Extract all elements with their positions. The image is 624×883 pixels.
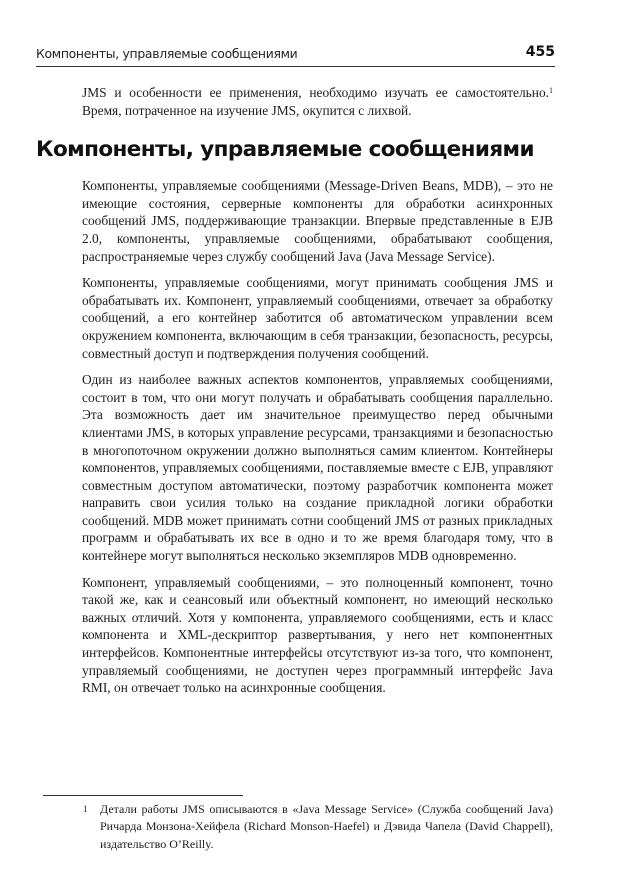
footnote-row (0, 801, 624, 854)
footnote-marker: 1 (83, 803, 88, 814)
running-head (36, 44, 555, 67)
footnote-divider (43, 795, 243, 796)
spacer (0, 706, 624, 787)
intro-paragraph (82, 84, 553, 119)
paragraph: Компоненты, управляемые сообщениями, могут принимать сообщения JMS и обрабатывать их. Компонент, управляемый сообщениями, отвечает за обработку сообщений, а его контейнер заботится об автоматическом управлении всем окружением компонента, включающим в себя транзакции, безопасность, ресурсы, совместный доступ и подтверждения получения сообщений. (82, 275, 553, 361)
paragraph: Компонент, управляемый сообщениями, – это полноценный компонент, точно такой же, как и сеансовый или объектный компонент, но имеющий несколько важных отличий. Хотя у компонента, управляемого сообщениями, есть и класс компонента и XML-дескриптор развертывания, у него нет компонентных интерфейсов. Компонентные интерфейсы отсутствуют из-за того, что компонент, управляемый сообщениями, не доступен через программный интерфейс Java RMI, он отвечает только на асинхронные сообщения. (82, 574, 553, 696)
intro-text-continued: Время, потраченное на изучение JMS, окупится с лихвой. (82, 102, 412, 118)
running-head-title: Компоненты, управляемые сообщениями (36, 46, 298, 61)
footnote-text: Детали работы JMS описываются в «Java Message Service» (Служба сообщений Java) Ричарда Монзона-Хейфела (Richard Monson-Haefel) и Дэвида Чапела (David Chappell), издательство O’Reilly. (100, 801, 553, 851)
page-number: 455 (525, 44, 555, 60)
footnote (0, 795, 624, 854)
intro-text: JMS и особенности ее применения, необходимо изучать ее самостоятельно. (82, 85, 549, 100)
section-heading: Компоненты, управляемые сообщениями (36, 137, 534, 163)
footnote-reference[interactable]: 1 (549, 86, 553, 95)
paragraph: Компоненты, управляемые сообщениями (Message-Driven Beans, MDB), – это не имеющие состояния, серверные компоненты для обработки асинхронных сообщений JMS, поддерживающие транзакции. Впервые представленные в EJB 2.0, компоненты, управляемые сообщениями, обрабатывают сообщения, распространяемые через службу сообщений Java (Java Message Service). (82, 178, 553, 264)
section-body (82, 177, 553, 706)
paragraph: Один из наиболее важных аспектов компонентов, управляемых сообщениями, состоит в том, что они могут получать и обрабатывать сообщения параллельно. Эта возможность дает им значительное преимущество перед обычными клиентами JMS, в которых управление ресурсами, транзакциями и безопасностью в многопоточном окружении должно выполняться самим клиентом. Контейнеры компонентов, управляемых сообщениями, поставляемые вместе с EJB, управляют совместным доступом автоматически, поэтому разработчик компонента может направить свои усилия только на создание прикладной логики обработки сообщений. MDB может принимать сотни сообщений JMS от разных прикладных программ и обрабатывать их все в одно и то же время благодаря тому, что в контейнере могут выполняться несколько экземпляров MDB одновременно. (82, 372, 553, 564)
